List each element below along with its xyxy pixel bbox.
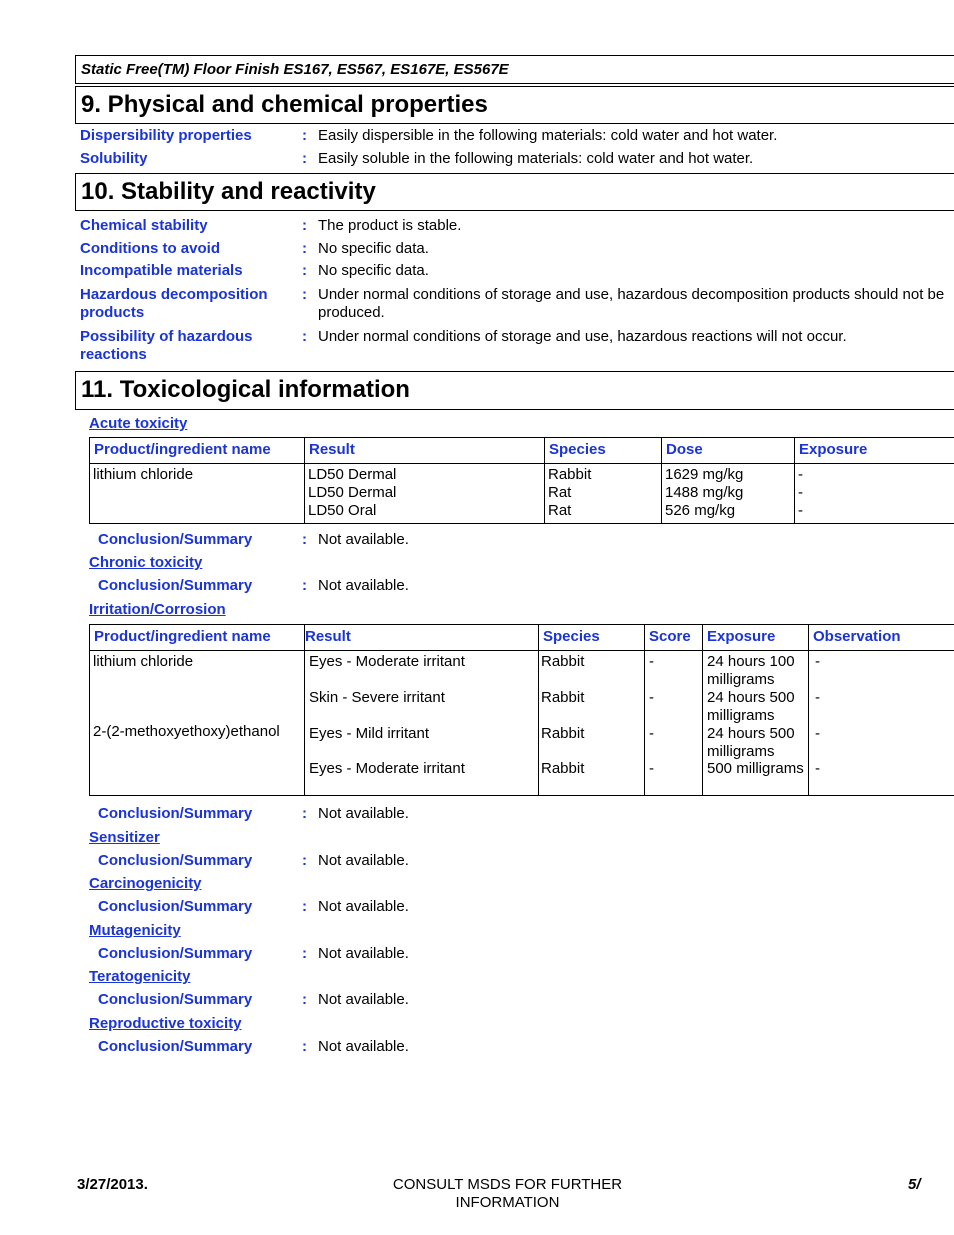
dose-value: 1488 mg/kg xyxy=(665,484,744,501)
conclusion-value: Not available. xyxy=(318,898,409,915)
dose-cell xyxy=(662,464,795,524)
ingredient-names-cell xyxy=(90,651,305,796)
irritation-corrosion-link[interactable]: Irritation/Corrosion xyxy=(89,601,226,618)
colon: : xyxy=(302,127,307,144)
table-header-row xyxy=(90,625,954,651)
colon: : xyxy=(302,898,307,915)
table-row xyxy=(90,651,954,796)
footer-date: 3/27/2013. xyxy=(77,1176,148,1193)
conclusion-summary xyxy=(98,531,409,548)
observation-cell xyxy=(809,651,954,796)
document-header xyxy=(75,55,954,84)
section-10-heading xyxy=(75,173,954,211)
score-cell xyxy=(645,651,703,796)
property-value: Easily dispersible in the following materials: cold water and hot water. xyxy=(318,127,778,144)
exposure-value: - xyxy=(798,466,803,483)
colon: : xyxy=(302,217,307,234)
table-header-row xyxy=(90,438,954,464)
species-value: Rat xyxy=(548,502,572,519)
property-value: No specific data. xyxy=(318,262,429,279)
result-value: LD50 Dermal xyxy=(308,484,397,501)
conclusion-label: Conclusion/Summary xyxy=(98,945,253,962)
property-value: No specific data. xyxy=(318,240,429,257)
reproductive-toxicity-link[interactable]: Reproductive toxicity xyxy=(89,1015,242,1032)
colon: : xyxy=(302,150,307,167)
property-label: Solubility xyxy=(80,150,148,167)
colon: : xyxy=(302,262,307,279)
column-header: Species xyxy=(539,625,645,651)
column-header: Exposure xyxy=(795,438,954,464)
conclusion-summary xyxy=(98,577,409,594)
ingredient-name: lithium chloride xyxy=(90,464,305,524)
species-value: Rabbit xyxy=(541,760,585,777)
conclusion-label: Conclusion/Summary xyxy=(98,577,253,594)
species-cell xyxy=(545,464,662,524)
property-label: Conditions to avoid xyxy=(80,240,220,257)
conclusion-label: Conclusion/Summary xyxy=(98,1038,253,1055)
conclusion-value: Not available. xyxy=(318,852,409,869)
colon: : xyxy=(302,286,307,303)
footer-consult: CONSULT MSDS FOR FURTHER INFORMATION xyxy=(392,1176,623,1211)
property-label: Possibility of hazardous reactions xyxy=(80,328,253,363)
species-value: Rabbit xyxy=(541,689,585,706)
result-value: LD50 Oral xyxy=(308,502,377,519)
species-cell xyxy=(539,651,645,796)
exposure-value: - xyxy=(798,502,803,519)
observation-value: - xyxy=(815,760,820,777)
section-9-heading xyxy=(75,86,954,124)
acute-toxicity-table xyxy=(89,437,954,524)
chronic-toxicity-link[interactable]: Chronic toxicity xyxy=(89,554,203,571)
exposure-value: - xyxy=(798,484,803,501)
column-header: Exposure xyxy=(703,625,809,651)
section-9-title: 9. Physical and chemical properties xyxy=(81,91,488,118)
carcinogenicity-link[interactable]: Carcinogenicity xyxy=(89,875,202,892)
colon: : xyxy=(302,577,307,594)
conclusion-label: Conclusion/Summary xyxy=(98,898,253,915)
property-value: Under normal conditions of storage and use, hazardous decomposition products should not be produced. xyxy=(318,286,945,321)
ingredient-name: 2-(2-methoxyethoxy)ethanol xyxy=(93,723,280,740)
column-header: Species xyxy=(545,438,662,464)
observation-value: - xyxy=(815,689,820,706)
score-value: - xyxy=(649,760,654,777)
mutagenicity-link[interactable]: Mutagenicity xyxy=(89,922,181,939)
result-value: Eyes - Moderate irritant xyxy=(309,760,465,777)
observation-value: - xyxy=(815,725,820,742)
irritation-table xyxy=(89,624,954,796)
colon: : xyxy=(302,240,307,257)
column-header: Result xyxy=(305,625,539,651)
score-value: - xyxy=(649,653,654,670)
column-header: Product/ingredient name xyxy=(90,438,305,464)
result-cell xyxy=(305,651,539,796)
dose-value: 526 mg/kg xyxy=(665,502,736,519)
exposure-value: 24 hours 100 milligrams xyxy=(707,653,795,688)
property-label: Hazardous decomposition products xyxy=(80,286,268,321)
ingredient-name: lithium chloride xyxy=(93,653,194,670)
conclusion-summary xyxy=(98,898,409,915)
conclusion-summary xyxy=(98,991,409,1008)
conclusion-label: Conclusion/Summary xyxy=(98,991,253,1008)
result-value: Skin - Severe irritant xyxy=(309,689,445,706)
observation-value: - xyxy=(815,653,820,670)
conclusion-label: Conclusion/Summary xyxy=(98,531,253,548)
result-value: Eyes - Moderate irritant xyxy=(309,653,465,670)
result-value: LD50 Dermal xyxy=(308,466,397,483)
exposure-value: 24 hours 500 milligrams xyxy=(707,725,795,760)
column-header: Dose xyxy=(662,438,795,464)
score-value: - xyxy=(649,689,654,706)
section-11-heading xyxy=(75,371,954,410)
conclusion-value: Not available. xyxy=(318,805,409,822)
footer-page-number: 5/ xyxy=(908,1176,921,1193)
conclusion-value: Not available. xyxy=(318,577,409,594)
property-value: Under normal conditions of storage and use, hazardous reactions will not occur. xyxy=(318,328,847,345)
product-name: Static Free(TM) Floor Finish ES167, ES567, ES167E, ES567E xyxy=(81,61,509,78)
property-value: The product is stable. xyxy=(318,217,462,234)
species-value: Rat xyxy=(548,484,572,501)
acute-toxicity-link[interactable]: Acute toxicity xyxy=(89,415,188,432)
dose-value: 1629 mg/kg xyxy=(665,466,744,483)
conclusion-label: Conclusion/Summary xyxy=(98,805,253,822)
column-header: Product/ingredient name xyxy=(90,625,305,651)
exposure-cell xyxy=(795,464,954,524)
section-11-title: 11. Toxicological information xyxy=(81,376,410,403)
species-value: Rabbit xyxy=(548,466,592,483)
section-10-title: 10. Stability and reactivity xyxy=(81,178,376,205)
column-header: Result xyxy=(305,438,545,464)
colon: : xyxy=(302,945,307,962)
teratogenicity-link[interactable]: Teratogenicity xyxy=(89,968,191,985)
exposure-value: 500 milligrams xyxy=(707,760,804,777)
exposure-value: 24 hours 500 milligrams xyxy=(707,689,795,724)
conclusion-value: Not available. xyxy=(318,531,409,548)
sensitizer-link[interactable]: Sensitizer xyxy=(89,829,160,846)
property-label: Incompatible materials xyxy=(80,262,243,279)
conclusion-summary xyxy=(98,852,409,869)
colon: : xyxy=(302,805,307,822)
property-label: Chemical stability xyxy=(80,217,208,234)
conclusion-value: Not available. xyxy=(318,991,409,1008)
conclusion-value: Not available. xyxy=(318,1038,409,1055)
colon: : xyxy=(302,531,307,548)
colon: : xyxy=(302,991,307,1008)
colon: : xyxy=(302,1038,307,1055)
conclusion-value: Not available. xyxy=(318,945,409,962)
column-header: Observation xyxy=(809,625,954,651)
colon: : xyxy=(302,852,307,869)
score-value: - xyxy=(649,725,654,742)
result-value: Eyes - Mild irritant xyxy=(309,725,430,742)
colon: : xyxy=(302,328,307,345)
column-header: Score xyxy=(645,625,703,651)
conclusion-summary xyxy=(98,1038,409,1055)
table-row xyxy=(90,464,954,524)
conclusion-label: Conclusion/Summary xyxy=(98,852,253,869)
species-value: Rabbit xyxy=(541,653,585,670)
species-value: Rabbit xyxy=(541,725,585,742)
conclusion-summary xyxy=(98,945,409,962)
exposure-cell xyxy=(703,651,809,796)
conclusion-summary xyxy=(98,805,409,822)
property-label: Dispersibility properties xyxy=(80,127,252,144)
result-cell xyxy=(305,464,545,524)
property-value: Easily soluble in the following materials: cold water and hot water. xyxy=(318,150,754,167)
